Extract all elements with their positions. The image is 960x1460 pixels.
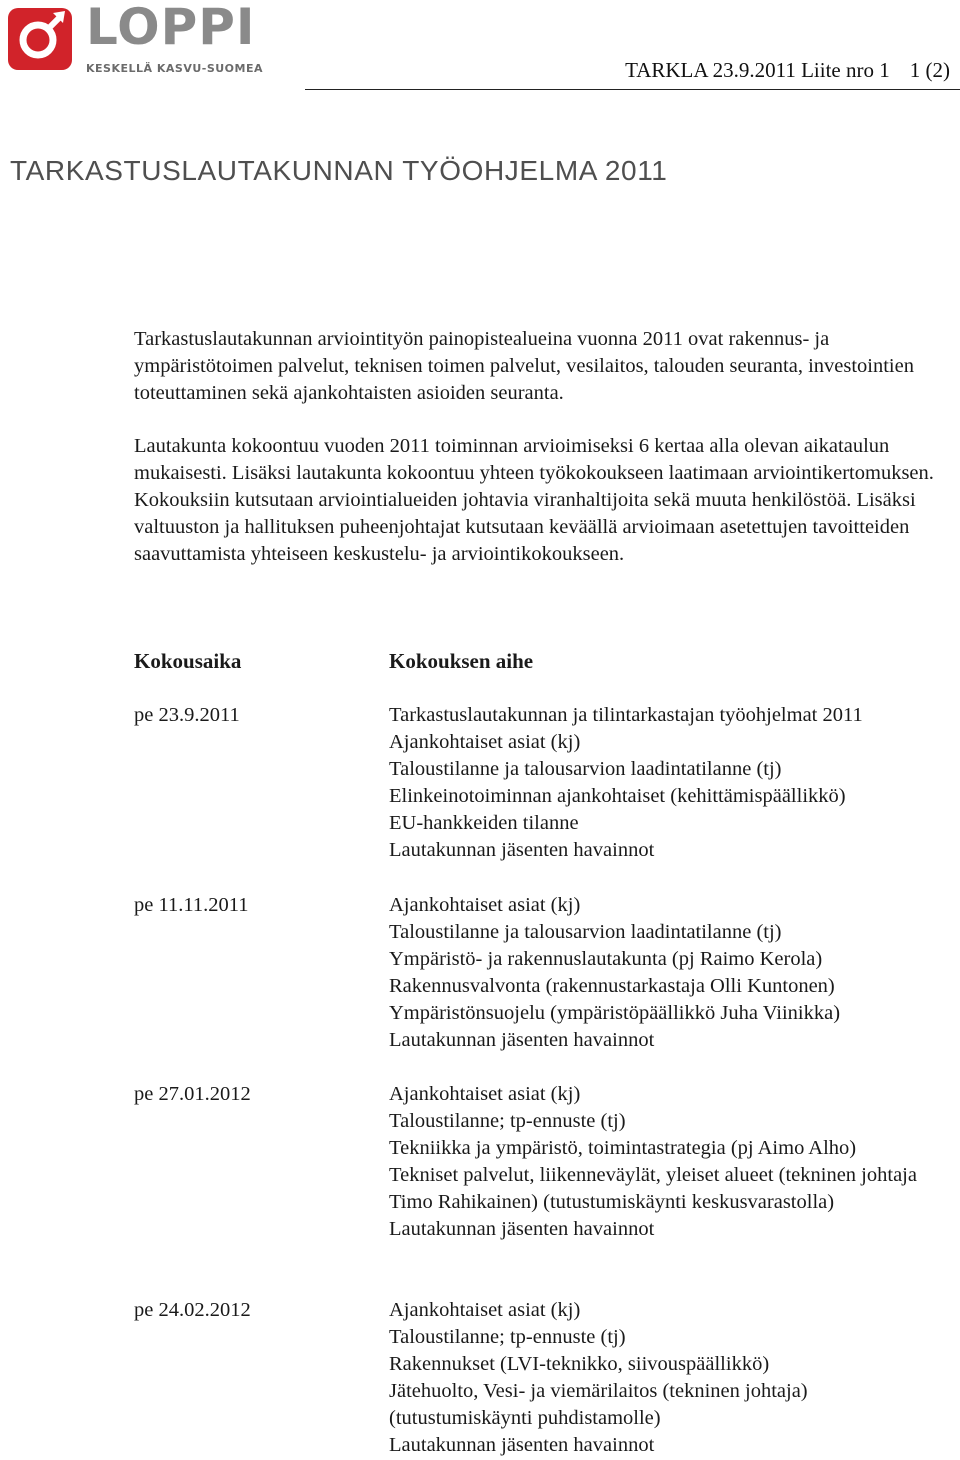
topic-item: Taloustilanne; tp-ennuste (tj): [389, 1110, 626, 1132]
topic-item: Tekniikka ja ympäristö, toimintastrategia (pj Aimo Alho): [389, 1137, 857, 1159]
logo-wordmark: LOPPI: [86, 0, 256, 56]
meeting-topics: [389, 1081, 949, 1243]
topic-item: Lautakunnan jäsenten havainnot: [389, 1434, 655, 1456]
meeting-topics: [389, 892, 949, 1054]
page-number: 1 (2): [909, 58, 950, 82]
intro-paragraph: Tarkastuslautakunnan arviointityön painopistealueina vuonna 2011 ovat rakennus- ja ympäristötoimen palvelut, teknisen toimen palvelut, vesilaitos, talouden seuranta, investointien toteuttaminen sekä ajankohtaisten asioiden seuranta.: [134, 328, 914, 404]
document-ref-text: TARKLA 23.9.2011 Liite nro 1: [625, 58, 890, 82]
column-header-date: Kokousaika: [134, 649, 242, 673]
topic-item: Lautakunnan jäsenten havainnot: [389, 839, 655, 861]
topic-item: EU-hankkeiden tilanne: [389, 812, 579, 834]
document-reference: [625, 58, 950, 83]
meeting-date: pe 23.9.2011: [134, 704, 240, 726]
header-divider: [305, 89, 960, 90]
topic-item: Ajankohtaiset asiat (kj): [389, 1299, 581, 1321]
meeting-date: pe 27.01.2012: [134, 1083, 251, 1105]
meeting-topics: [389, 702, 949, 864]
topic-item: Rakennusvalvonta (rakennustarkastaja Olli Kuntonen): [389, 975, 835, 997]
topic-item: Ajankohtaiset asiat (kj): [389, 731, 581, 753]
topic-item: Ympäristö- ja rakennuslautakunta (pj Raimo Kerola): [389, 948, 823, 970]
meeting-date: pe 24.02.2012: [134, 1299, 251, 1321]
logo-slogan: KESKELLÄ KASVU-SUOMEA: [86, 62, 264, 75]
topic-item: Ajankohtaiset asiat (kj): [389, 1083, 581, 1105]
topic-item: Taloustilanne; tp-ennuste (tj): [389, 1326, 626, 1348]
topic-item: Jätehuolto, Vesi- ja viemärilaitos (tekninen johtaja) (tutustumiskäynti puhdistamolle): [389, 1380, 808, 1429]
loppi-emblem-icon: [6, 6, 74, 72]
topic-item: Ajankohtaiset asiat (kj): [389, 894, 581, 916]
topic-item: Lautakunnan jäsenten havainnot: [389, 1029, 655, 1051]
municipality-logo: [6, 0, 296, 80]
meeting-date: pe 11.11.2011: [134, 894, 249, 916]
topic-item: Ympäristönsuojelu (ympäristöpäällikkö Juha Viinikka): [389, 1002, 841, 1024]
topic-item: Tarkastuslautakunnan ja tilintarkastajan työohjelmat 2011: [389, 704, 863, 726]
topic-item: Rakennukset (LVI-teknikko, siivouspäällikkö): [389, 1353, 770, 1375]
topic-item: Elinkeinotoiminnan ajankohtaiset (kehittämispäällikkö): [389, 785, 846, 807]
document-title: TARKASTUSLAUTAKUNNAN TYÖOHJELMA 2011: [10, 155, 668, 186]
topic-item: Taloustilanne ja talousarvion laadintatilanne (tj): [389, 921, 782, 943]
meeting-topics: [389, 1297, 949, 1459]
column-header-topic: Kokouksen aihe: [389, 649, 534, 673]
topic-item: Lautakunnan jäsenten havainnot: [389, 1218, 655, 1240]
topic-item: Taloustilanne ja talousarvion laadintatilanne (tj): [389, 758, 782, 780]
meetings-paragraph: Lautakunta kokoontuu vuoden 2011 toiminnan arvioimiseksi 6 kertaa alla olevan aikataulun mukaisesti. Lisäksi lautakunta kokoontuu yhteen työkokoukseen laatimaan arviointikertomuksen. Kokouksiin kutsutaan arviointialueiden johtavia viranhaltijoita sekä muuta henkilöstöä. Lisäksi valtuuston ja hallituksen puheenjohtajat kutsutaan keväällä arvioimaan asetettujen tavoitteiden saavuttamista yhteiseen keskustelu- ja arviointikokoukseen.: [134, 435, 934, 565]
topic-item: Tekniset palvelut, liikenneväylät, yleiset alueet (tekninen johtaja Timo Rahikainen) (tutustumiskäynti keskusvarastolla): [389, 1164, 917, 1213]
